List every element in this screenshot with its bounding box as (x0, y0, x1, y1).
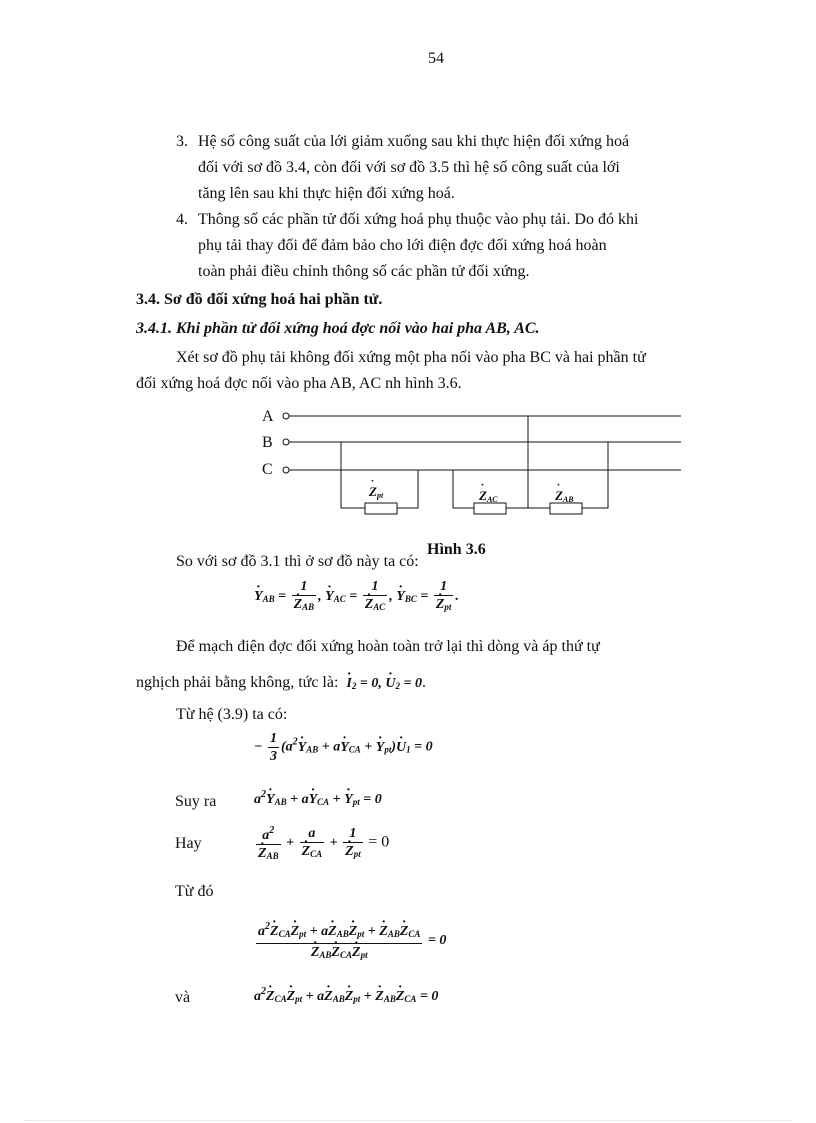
intro-line-2: đối xứng hoá đợc nối vào pha AB, AC nh hình 3.6. (136, 375, 462, 392)
va-label: và (175, 989, 191, 1006)
para2-line-2: nghịch phải bằng không, tức là: · $I_2 = 0$, · $U_2 = 0$. (136, 674, 426, 692)
impedance-label: ZAC (479, 488, 498, 504)
phase-label: B (262, 434, 273, 451)
phase-label: A (262, 408, 274, 425)
equation-fraction: $a^2\cdot Z_{CA}\cdot Z_{pt} + a\cdot Z_{AB}\cdot Z_{pt}$ + · $Z_{AB}\cdot Z_{CA}$ · $Z_{AB}\cdot Z_{CA}\cdot Z_{pt}$ = 0 (254, 918, 446, 964)
svg-text:·: · (481, 479, 484, 491)
hay-label: Hay (175, 835, 202, 852)
equation-1: − $\frac{1}{3}$ ($a^2\cdot Y_{AB} + a\cdot Y_{CA}$ + · $Y_{pt})\cdot U_1 = 0$ (254, 730, 433, 765)
list-item-line: Hệ số công suất của lới giảm xuống sau khi thực hiện đối xứng hoá (198, 133, 630, 150)
impedance-label: ZAB (555, 488, 574, 504)
list-item-line: tăng lên sau khi thực hiện đối xứng hoá. (198, 185, 455, 202)
compare-line: So với sơ đồ 3.1 thì ở sơ đồ này ta có: (176, 553, 419, 570)
subsection-heading: 3.4.1. Khi phần tử đối xứng hoá đợc nối vào hai pha AB, AC. (136, 320, 540, 337)
tu-do-label: Từ đó (175, 883, 214, 900)
impedance-label: Zpt (369, 484, 384, 500)
list-number: 3. (176, 133, 188, 150)
suy-ra-label: Suy ra (175, 793, 217, 810)
section-heading: 3.4. Sơ đồ đối xứng hoá hai phần tử. (136, 291, 383, 308)
list-item-line: toàn phải điều chỉnh thông số các phần tử đối xứng. (198, 263, 530, 280)
list-item-line: phụ tải thay đổi để đảm bảo cho lới điện đợc đối xứng hoá hoàn (198, 237, 607, 254)
svg-text:·: · (557, 479, 560, 491)
svg-text:·: · (371, 475, 374, 487)
equation-final: $a^2\cdot Z_{CA}\cdot Z_{pt} + a\cdot Z_{AB}\cdot Z_{pt}$ + · $Z_{AB}\cdot Z_{CA} = 0$ (254, 986, 438, 1005)
phase-label: C (262, 461, 273, 478)
from-system-line: Từ hệ (3.9) ta có: (176, 706, 288, 723)
list-item-line: Thông số các phần tử đối xứng hoá phụ thuộc vào phụ tải. Do đó khi (198, 211, 639, 228)
page-bottom-border (24, 1120, 792, 1121)
intro-line-1: Xét sơ đồ phụ tải không đối xứng một pha nối vào pha BC và hai phần tử (176, 349, 646, 366)
para2-line-1: Để mạch điện đợc đối xứng hoàn toàn trở lại thì dòng và áp thứ tự (176, 638, 600, 655)
list-number: 4. (176, 211, 188, 228)
equation-admittances: · $Y_{AB}$ = 1 · $Z_{AB}$ , · $Y_{AC}$ = 1 · $Z_{AC}$ , · $Y_{BC}$ = 1 · $Z_{pt}$ . (254, 578, 459, 616)
list-item-line: đối với sơ đồ 3.4, còn đối với sơ đồ 3.5 thì hệ số công suất của lới (198, 159, 620, 176)
equation-suy-ra: $a^2\cdot Y_{AB} + a\cdot Y_{CA}$ + · $Y_{pt} = 0$ (254, 789, 382, 808)
figure-caption: Hình 3.6 (427, 541, 486, 558)
page-number: 54 (428, 50, 444, 67)
equation-hay: $a^2$ · $Z_{AB}$ + a · $Z_{CA}$ + 1 · $Z_{pt}$ = 0 (254, 822, 389, 865)
circuit-diagram (0, 400, 816, 540)
